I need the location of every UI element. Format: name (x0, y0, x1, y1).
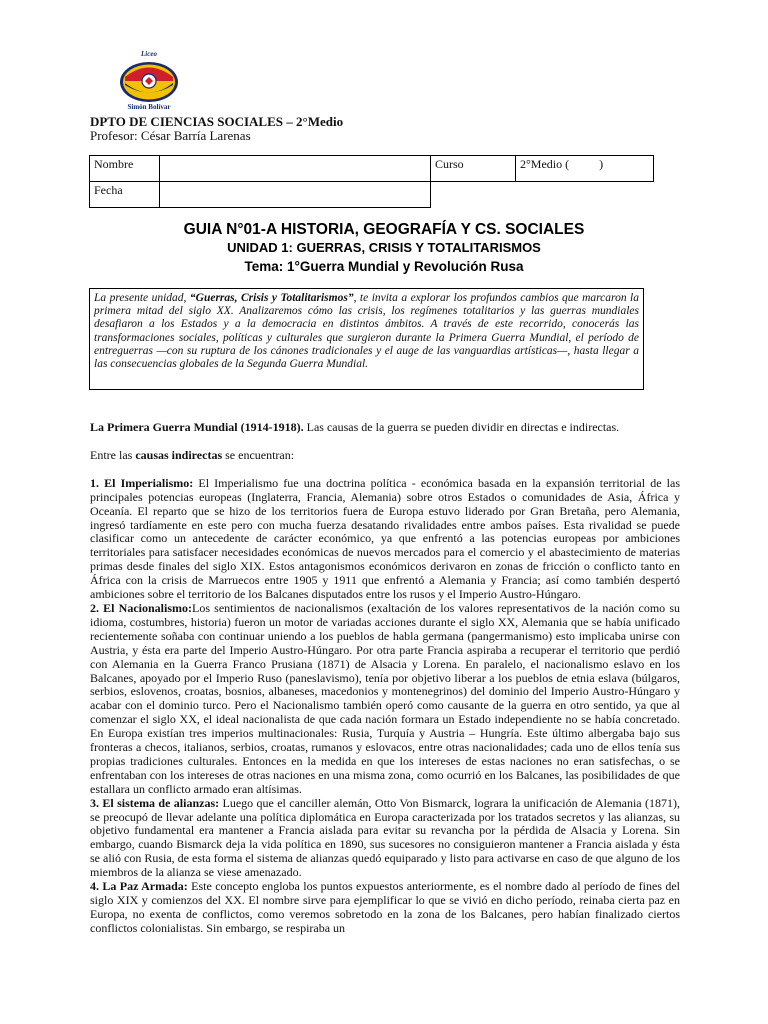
section-armed-peace (90, 880, 680, 936)
name-field[interactable] (160, 156, 431, 182)
guide-title: GUIA N°01-A HISTORIA, GEOGRAFÍA Y CS. SOCIALES (183, 221, 585, 238)
section-alliances (90, 797, 680, 880)
intro-box (89, 288, 644, 390)
intro-post: , te invita a explorar los profundos cambios que marcaron la primera mitad del siglo XX. Analizaremos cómo las crisis, los regímenes totalitarios y las guerras mundiales desafiaron a los Estados y a la democracia en distintos ámbitos. A través de este recorrido, conocerás las transformaciones sociales, políticas y culturales que surgieron durante la Primera Guerra Mundial, el período de entreguerras —con su ruptura de los cánones tradicionales y el auge de las vanguardias artísticas—, hasta llegar a las consecuencias globales de la Segunda Guerra Mundial. (94, 292, 639, 371)
section-imperialism-text: El Imperialismo fue una doctrina política - económica basada en la expansión territorial de las principales potencias europeas (Inglaterra, Francia, Alemania) sobre otros Estados o comunidades de Asia, África y Oceanía. El reparto que se hizo de los territorios fuera de Europa estuvo liderado por Gran Bretaña, pero Alemania, ingresó tardíamente en este pero con mucha fuerza desatando rivalidades entre ambos países. Esta rivalidad se puede clasificar como un antecedente de carácter económico, ya que enfrentó a las potencias europeas por ambiciones territoriales para satisfacer necesidades económicas de nuevos mercados para el comercio y el abastecimiento de materias primas desde finales del siglo XIX. Estos antagonismos económicos derivaron en zonas de fricción o conflicto tanto en África con la crisis de Marruecos entre 1905 y 1911 que enfrentó a Alemania y Francia; así como también despertó ambiciones sobre el territorio de los Balcanes disputados entre los rusos y el Imperio Austro-Húngaro. (90, 475, 680, 602)
course-label: Curso (431, 156, 516, 182)
unit-title: UNIDAD 1: GUERRAS, CRISIS Y TOTALITARISMOS (227, 240, 541, 255)
empty-cell (431, 182, 654, 208)
section-imperialism-title: 1. El Imperialismo: (90, 475, 194, 490)
section-nationalism (90, 602, 680, 797)
causes-pre: Entre las (90, 447, 136, 462)
logo-top-text: Liceo (141, 50, 157, 58)
department-heading: DPTO DE CIENCIAS SOCIALES – 2°Medio (90, 114, 344, 129)
student-info-table (89, 155, 654, 208)
section-alliances-text: Luego que el canciller alemán, Otto Von Bismarck, lograra la unificación de Alemania (1871), se preocupó de llevar adelante una política diplomática en Europa caracterizada por los tratados secretos y las alianzas, su objetivo fundamental era mantener a Francia aislada para evitar su revancha por la pérdida de Alsacia y Lorena. Sin embargo, cuando Bismarck deja la vida política en 1890, sus sucesores no consiguieron mantener a Francia aislada y ésta se alió con Rusia, de esta forma el sistema de alianzas quedó equiparado y listo para activarse en caso de que alguno de los miembros de la alianza se viese amenazado. (90, 795, 680, 880)
name-label: Nombre (90, 156, 160, 182)
section-alliances-title: 3. El sistema de alianzas: (90, 795, 220, 810)
section-nationalism-text: Los sentimientos de nacionalismos (exaltación de los valores representativos de la nación como su idioma, costumbres, historia) fueron un motor de variadas acciones durante el siglo XX, Alemania que se había unificado recientemente soñaba con continuar uniendo a los pueblos de habla germana (pangermanismo) esto implicaba unirse con Austria, y ésta era parte del Imperio Austro-Húngaro. Por otra parte Francia aspiraba a recuperar el territorio que perdió con Alemania en la Guerra Franco Prusiana (1871) de Alsacia y Lorena. En paralelo, el nacionalismo eslavo en los Balcanes, apoyado por el Imperio Ruso (paneslavismo), tenía por objetivo liberar a los pueblos de etnia eslava (búlgaros, serbios, eslovenos, croatas, bosnios, albaneses, macedonios y montenegrinos) del dominio del Imperio Austro-Húngaro y acabar con el dominio turco. Pero el Nacionalismo también operó como causante de la guerra en otro sentido, ya que al comenzar el siglo XX, el ideal nacionalista de que cada nación formara un Estado independiente no se había concretado. En Europa existían tres imperios multinacionales: Rusia, Turquía y Austria – Hungría. Este último albergaba bajo sus fronteras a checos, italianos, serbios, croatas, rumanos y eslovacos, entre otras nacionalidades; cada uno de ellos tenía sus propias tradiciones culturales. Entonces en la medida en que los intereses de estas naciones no eran satisfechas, o se enfrentaban con los intereses de otras naciones en una misma zona, como ocurrió en los Balcanes, las posibilidades de que estallara un conflicto armado eran altísimas. (90, 600, 680, 796)
intro-pre: La presente unidad, (94, 292, 190, 304)
teacher-name: Profesor: César Barría Larenas (90, 128, 251, 143)
paragraph-causes (90, 449, 680, 463)
logo-bottom-text: Simón Bolívar (127, 103, 171, 111)
date-field[interactable] (160, 182, 431, 208)
war-intro-text: Las causas de la guerra se pueden dividir en directas e indirectas. (303, 420, 620, 434)
causes-post: se encuentran: (222, 447, 295, 462)
date-label: Fecha (90, 182, 160, 208)
paragraph-intro (90, 421, 680, 435)
guide-body (90, 421, 680, 936)
section-imperialism (90, 477, 680, 602)
section-armed-peace-title: 4. La Paz Armada: (90, 879, 188, 894)
causes-bold: causas indirectas (135, 447, 223, 462)
school-logo (113, 50, 185, 112)
topic-title: Tema: 1°Guerra Mundial y Revolución Rusa (244, 259, 524, 274)
course-field[interactable]: 2°Medio ( ) (516, 156, 654, 182)
section-nationalism-title: 2. El Nacionalismo: (90, 600, 192, 615)
intro-unit-name: “Guerras, Crisis y Totalitarismos” (189, 292, 354, 304)
war-heading: La Primera Guerra Mundial (1914-1918). (90, 420, 304, 434)
section-armed-peace-text: Este concepto engloba los puntos expuestos anteriormente, es el nombre dado al período de fines del siglo XIX y comienzos del XX. El nombre sirve para ejemplificar lo que se vivió en dicho período, reinaba cierta paz en Europa, no exenta de conflictos, como veremos sobretodo en la zona de los Balcanes, pero habían finalizado ciertos conflictos colonialistas. Sin embargo, se respiraba un (90, 879, 681, 935)
